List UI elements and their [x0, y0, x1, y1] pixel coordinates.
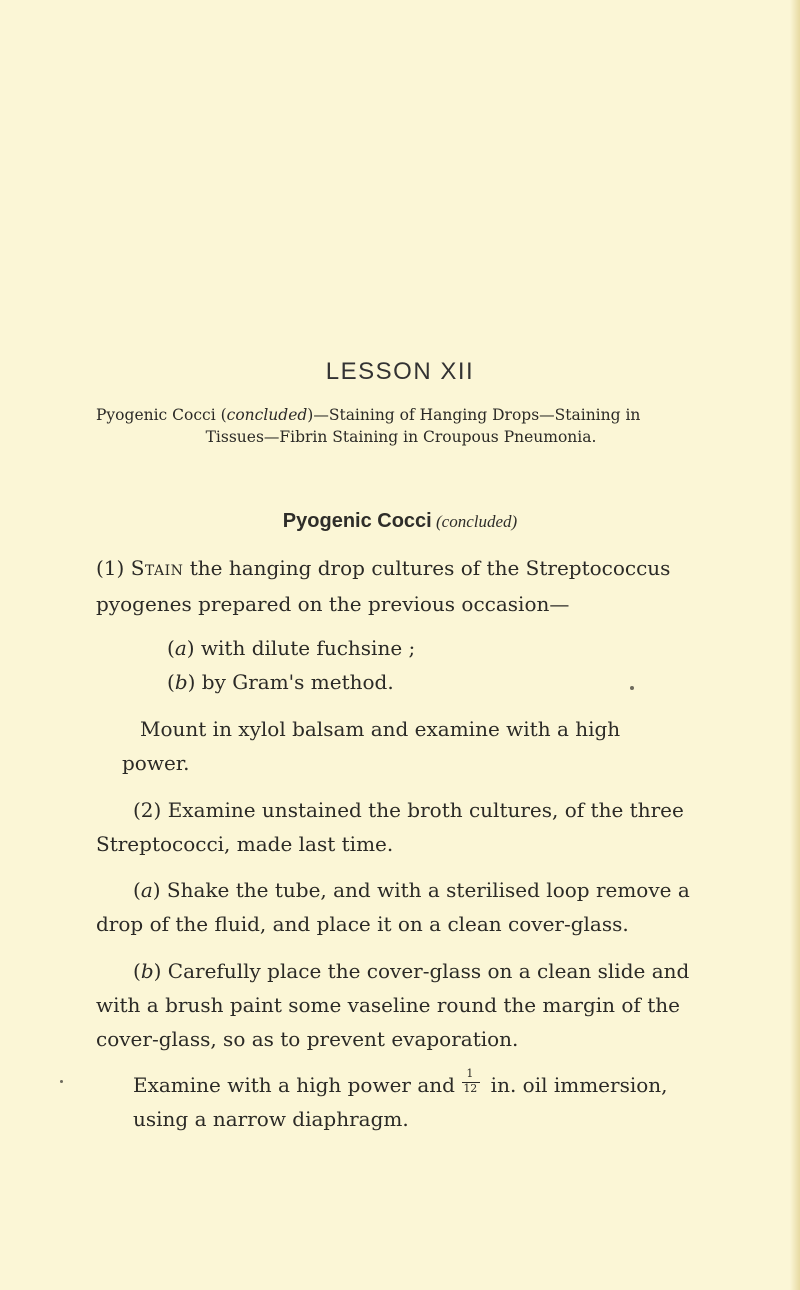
page-edge-shadow [790, 0, 800, 1290]
list-item-a: (a) with dilute fuchsine ; [167, 636, 416, 660]
ink-speck [630, 686, 634, 690]
paragraph-1-line-1: (1) Stain the hanging drop cultures of the Streptococcus [96, 556, 671, 580]
paragraph-b-line-3: cover-glass, so as to prevent evaporation. [96, 1027, 519, 1051]
paragraph-a-line-2: drop of the fluid, and place it on a clean cover-glass. [96, 912, 629, 936]
list-item-b: (b) by Gram's method. [167, 670, 394, 694]
paragraph-1-line-2: pyogenes prepared on the previous occasion— [96, 592, 570, 616]
summary-line-1: Pyogenic Cocci (concluded)—Staining of Hanging Drops—Staining in [96, 406, 641, 424]
summary-line-2: Tissues—Fibrin Staining in Croupous Pneumonia. [205, 428, 597, 446]
paragraph-a-line-1: (a) Shake the tube, and with a sterilised loop remove a [133, 878, 690, 902]
examine-line-2: using a narrow diaphragm. [133, 1107, 409, 1131]
lesson-title: LESSON XII [325, 358, 475, 385]
paragraph-2-line-2: Streptococci, made last time. [96, 832, 394, 856]
fraction-one-twelfth: $\frac{1}{12}$ [462, 1074, 480, 1094]
paragraph-b-line-2: with a brush paint some vaseline round the margin of the [96, 993, 680, 1017]
examine-line-1: Examine with a high power and $\frac{1}{12}$ in. oil immersion, [133, 1067, 668, 1097]
mount-line-1: Mount in xylol balsam and examine with a high [140, 717, 621, 741]
section-heading: Pyogenic Cocci (concluded) [282, 510, 518, 532]
lesson-summary [98, 404, 720, 448]
paragraph-b-line-1: (b) Carefully place the cover-glass on a clean slide and [133, 959, 690, 983]
mount-line-2: power. [122, 751, 190, 775]
paragraph-2-line-1: (2) Examine unstained the broth cultures, of the three [133, 798, 684, 822]
ink-speck [60, 1080, 63, 1083]
